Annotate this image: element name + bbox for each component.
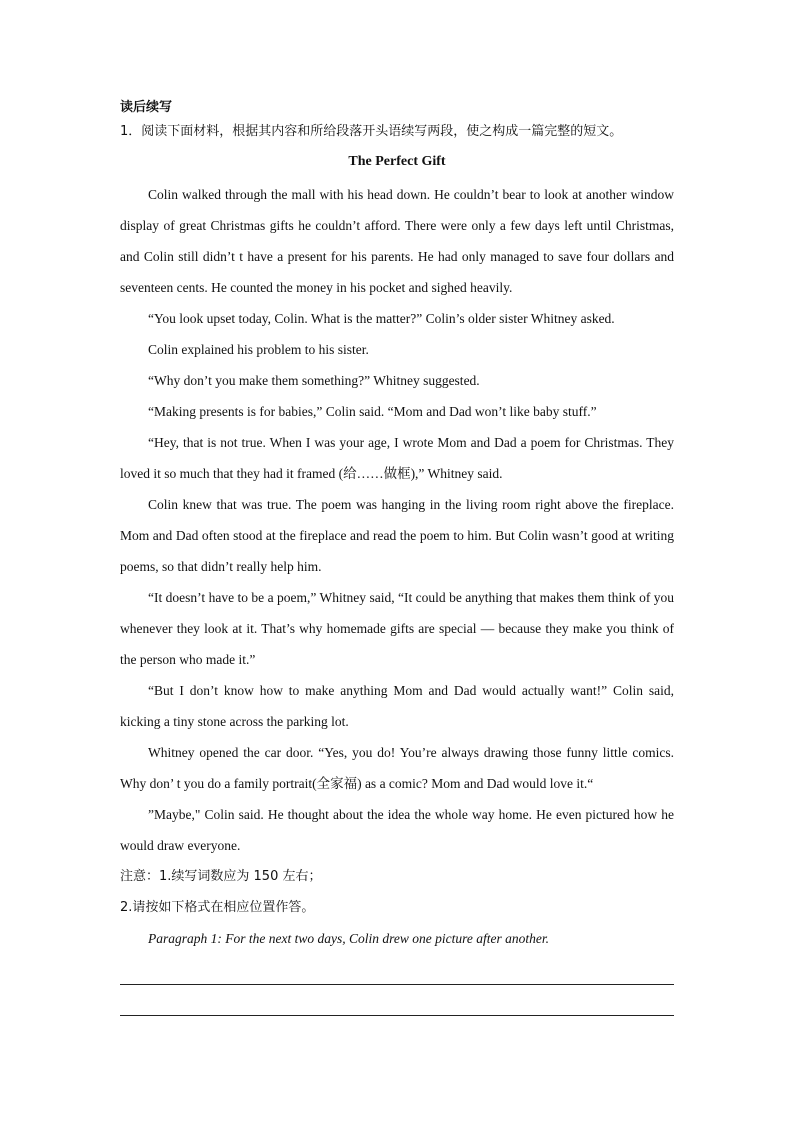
task-instruction: 1．阅读下面材料，根据其内容和所给段落开头语续写两段，使之构成一篇完整的短文。 (120, 124, 623, 139)
story-paragraph: “It doesn’t have to be a poem,” Whitney said, “It could be anything that makes them think of you whenever they look at it. That’s why homemade gifts are special — because they make you think of the person who made it.” (120, 590, 674, 667)
story-paragraph: “Why don’t you make them something?” Whitney suggested. (148, 373, 480, 388)
story-paragraph: “But I don’t know how to make anything Mom and Dad would actually want!” Colin said, kicking a tiny stone across the parking lot. (120, 683, 674, 729)
story-paragraph: Whitney opened the car door. “Yes, you do! You’re always drawing those funny little comics. Why don’ t you do a family portrait(全家福) as a comic? Mom and Dad would love it.“ (120, 745, 674, 791)
story-paragraph: “Hey, that is not true. When I was your age, I wrote Mom and Dad a poem for Christmas. They loved it so much that they had it framed (给……做框),” Whitney said. (120, 435, 674, 481)
paragraph1-prompt: Paragraph 1: For the next two days, Colin drew one picture after another. (148, 931, 549, 946)
answer-line[interactable] (120, 960, 674, 985)
document-page (120, 96, 674, 1016)
section-heading: 读后续写 (120, 100, 173, 115)
story-paragraph: “Making presents is for babies,” Colin said. “Mom and Dad won’t like baby stuff.” (148, 404, 597, 419)
story-paragraph: “You look upset today, Colin. What is the matter?” Colin’s older sister Whitney asked. (148, 311, 615, 326)
story-paragraph: ”Maybe," Colin said. He thought about the idea the whole way home. He even pictured how he would draw everyone. (120, 807, 674, 853)
answer-line[interactable] (120, 991, 674, 1016)
note-format: 2.请按如下格式在相应位置作答。 (120, 900, 315, 915)
story-body (120, 179, 674, 861)
story-title: The Perfect Gift (348, 154, 446, 169)
story-paragraph: Colin explained his problem to his sister. (148, 342, 369, 357)
story-paragraph: Colin knew that was true. The poem was hanging in the living room right above the fireplace. Mom and Dad often stood at the fireplace and read the poem to him. But Colin wasn’t good at writing poems, so that didn’t really help him. (120, 497, 674, 574)
note-word-count: 注意：1.续写词数应为 150 左右； (120, 869, 322, 884)
story-paragraph: Colin walked through the mall with his head down. He couldn’t bear to look at another window display of great Christmas gifts he couldn’t afford. There were only a few days left until Christmas, and Colin still didn’t t have a present for his parents. He had only managed to save four dollars and seventeen cents. He counted the money in his pocket and sighed heavily. (120, 187, 674, 295)
